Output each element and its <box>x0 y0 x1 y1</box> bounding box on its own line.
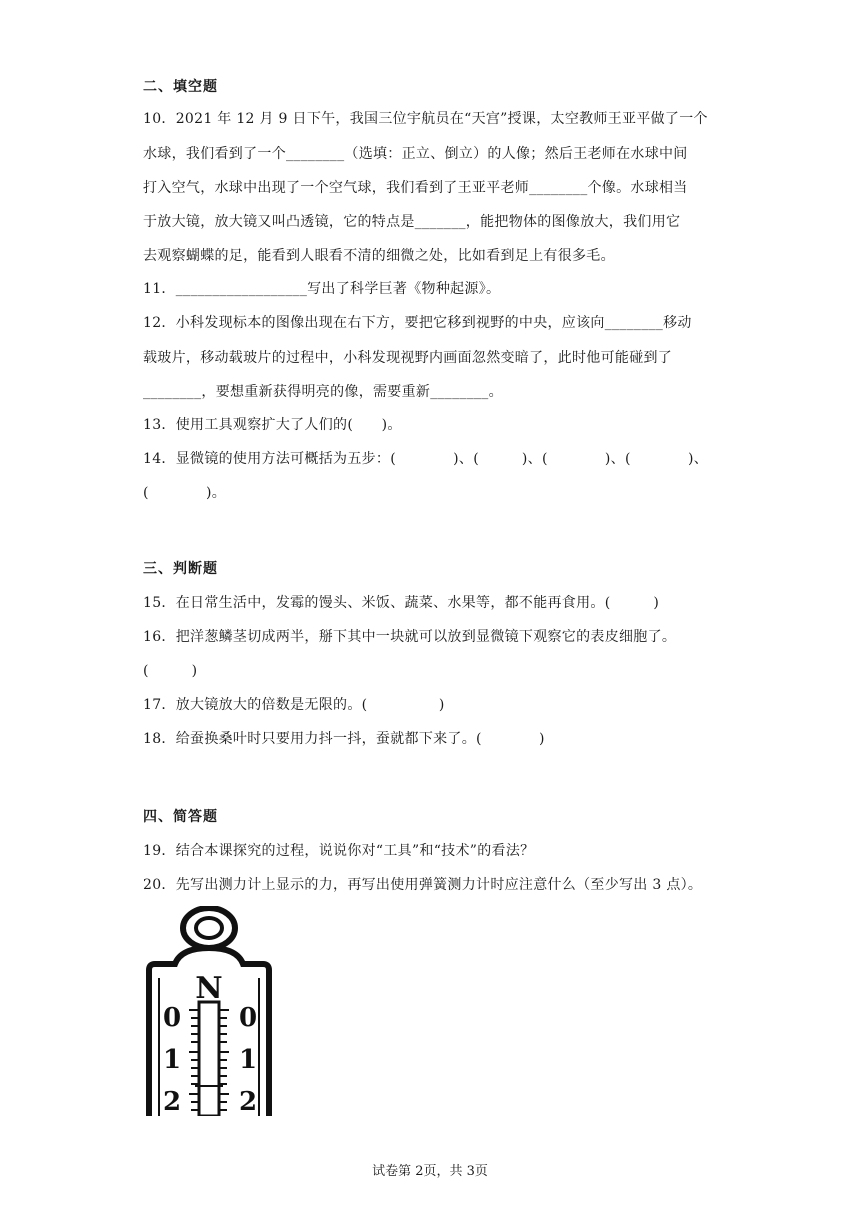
q11-line: 11．__________________写出了科学巨著《物种起源》。 <box>143 281 501 297</box>
left-scale-0: 0 <box>163 1003 182 1033</box>
unit-label: N <box>195 971 223 1006</box>
right-scale-2: 2 <box>239 1087 258 1116</box>
q15-line: 15．在日常生活中，发霉的馒头、米饭、蔬菜、水果等，都不能再食用。( ) <box>143 595 660 611</box>
q19-line: 19．结合本课探究的过程，说说你对“工具”和“技术”的看法？ <box>143 843 535 859</box>
q10-line-3: 打入空气，水球中出现了一个空气球，我们看到了王亚平老师________个像。水球相当 <box>143 180 688 196</box>
ring-outer <box>183 908 235 948</box>
q10-line-5: 去观察蝴蝶的足，能看到人眼看不清的细微之处，比如看到足上有很多毛。 <box>143 248 615 264</box>
q20-line: 20．先写出测力计上显示的力，再写出使用弹簧测力计时应注意什么（至少写出 3 点）。 <box>143 877 703 893</box>
right-scale-0: 0 <box>239 1003 258 1033</box>
q18-line: 18．给蚕换桑叶时只要用力抖一抖，蚕就都下来了。( ) <box>143 731 545 747</box>
right-scale-1: 1 <box>239 1045 258 1075</box>
spring-scale-figure <box>145 906 273 1116</box>
section-short-answer: 四、简答题 <box>143 809 218 825</box>
q14-line-2: ( )。 <box>143 485 227 501</box>
q10-line-4: 于放大镜，放大镜又叫凸透镜，它的特点是_______，能把物体的图像放大，我们用它 <box>143 214 681 230</box>
q16-line-1: 16．把洋葱鳞茎切成两半，掰下其中一块就可以放到显微镜下观察它的表皮细胞了。 <box>143 629 677 645</box>
q10-line-2: 水球，我们看到了一个________（选填：正立、倒立）的人像；然后王老师在水球中间 <box>143 146 688 162</box>
q10-line-1: 10．2021 年 12 月 9 日下午，我国三位宇航员在“天宫”授课，太空教师王亚平做了一个 <box>143 111 708 127</box>
q13-line: 13．使用工具观察扩大了人们的( )。 <box>143 417 402 433</box>
section-judgement: 三、判断题 <box>143 561 218 577</box>
page-footer: 试卷第 2页，共 3页 <box>372 1164 488 1179</box>
q17-line: 17．放大镜放大的倍数是无限的。( ) <box>143 697 445 713</box>
left-scale-1: 1 <box>163 1045 182 1075</box>
q12-line-1: 12．小科发现标本的图像出现在右下方，要把它移到视野的中央，应该向________移动 <box>143 315 692 331</box>
q12-line-3: ________，要想重新获得明亮的像，需要重新________。 <box>143 384 503 400</box>
q12-line-2: 载玻片，移动载玻片的过程中，小科发现视野内画面忽然变暗了，此时他可能碰到了 <box>143 350 673 366</box>
ring-inner <box>196 918 222 938</box>
scale-tube <box>199 1002 219 1116</box>
left-scale-2: 2 <box>163 1087 182 1116</box>
tick-marks <box>189 1010 229 1110</box>
section-fill-in: 二、填空题 <box>143 79 218 95</box>
q16-line-2: ( ) <box>143 663 198 679</box>
q14-line-1: 14．显微镜的使用方法可概括为五步：( )、( )、( )、( )、 <box>143 451 709 467</box>
